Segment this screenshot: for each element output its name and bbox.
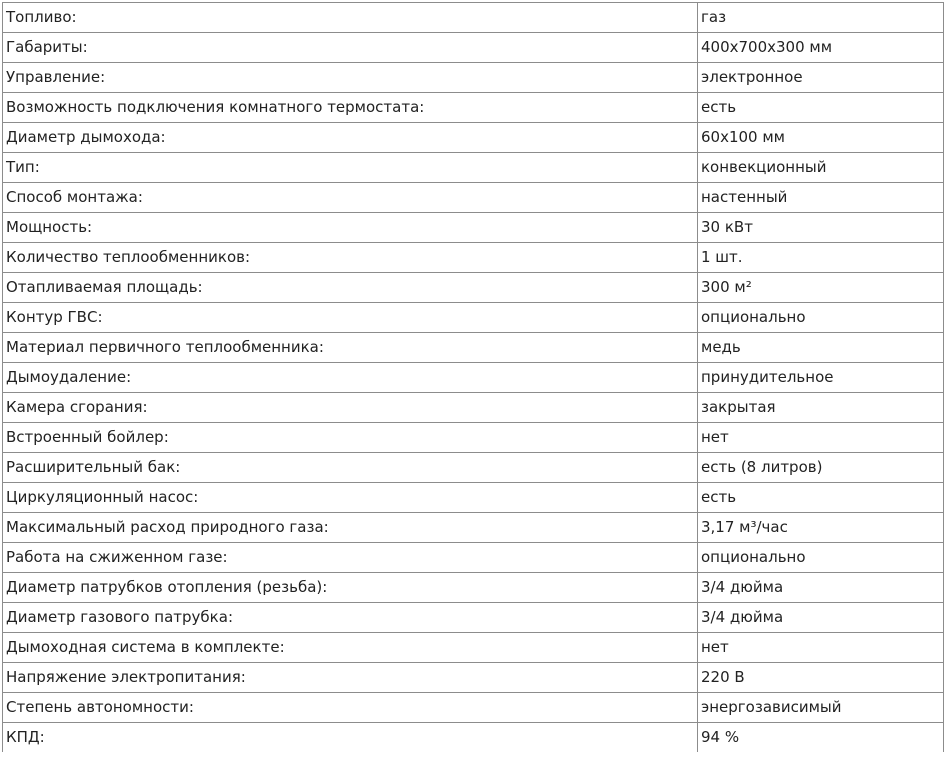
table-row — [3, 573, 944, 603]
table-row — [3, 483, 944, 513]
spec-value: 3,17 м³/час — [698, 513, 944, 543]
spec-value: нет — [698, 633, 944, 663]
table-row — [3, 93, 944, 123]
spec-label: Циркуляционный насос: — [3, 483, 698, 513]
spec-label: Возможность подключения комнатного термостата: — [3, 93, 698, 123]
spec-value: 1 шт. — [698, 243, 944, 273]
table-row — [3, 393, 944, 423]
spec-value: принудительное — [698, 363, 944, 393]
spec-value: 300 м² — [698, 273, 944, 303]
spec-value: 220 В — [698, 663, 944, 693]
spec-label: Встроенный бойлер: — [3, 423, 698, 453]
spec-value: есть — [698, 483, 944, 513]
spec-value: нет — [698, 423, 944, 453]
spec-label: Мощность: — [3, 213, 698, 243]
table-row — [3, 213, 944, 243]
spec-label: Способ монтажа: — [3, 183, 698, 213]
spec-label: Контур ГВС: — [3, 303, 698, 333]
table-row — [3, 153, 944, 183]
spec-value: 94 % — [698, 723, 944, 753]
spec-label: Управление: — [3, 63, 698, 93]
spec-label: Тип: — [3, 153, 698, 183]
spec-label: Максимальный расход природного газа: — [3, 513, 698, 543]
table-row — [3, 723, 944, 753]
table-row — [3, 633, 944, 663]
spec-label: Диаметр газового патрубка: — [3, 603, 698, 633]
spec-value: электронное — [698, 63, 944, 93]
spec-label: Количество теплообменников: — [3, 243, 698, 273]
table-row — [3, 183, 944, 213]
table-row — [3, 543, 944, 573]
table-row — [3, 603, 944, 633]
table-row — [3, 663, 944, 693]
spec-value: есть (8 литров) — [698, 453, 944, 483]
table-row — [3, 363, 944, 393]
table-row — [3, 303, 944, 333]
spec-label: Работа на сжиженном газе: — [3, 543, 698, 573]
spec-value: 3/4 дюйма — [698, 603, 944, 633]
table-row — [3, 3, 944, 33]
spec-label: Диаметр патрубков отопления (резьба): — [3, 573, 698, 603]
specs-table — [2, 2, 944, 752]
spec-label: Топливо: — [3, 3, 698, 33]
spec-value: опционально — [698, 543, 944, 573]
spec-value: закрытая — [698, 393, 944, 423]
table-row — [3, 513, 944, 543]
spec-label: Степень автономности: — [3, 693, 698, 723]
spec-value: 60x100 мм — [698, 123, 944, 153]
spec-value: конвекционный — [698, 153, 944, 183]
spec-label: Материал первичного теплообменника: — [3, 333, 698, 363]
spec-label: Дымоходная система в комплекте: — [3, 633, 698, 663]
spec-value: настенный — [698, 183, 944, 213]
table-row — [3, 273, 944, 303]
spec-value: 3/4 дюйма — [698, 573, 944, 603]
table-row — [3, 423, 944, 453]
table-row — [3, 693, 944, 723]
table-row — [3, 243, 944, 273]
spec-label: Напряжение электропитания: — [3, 663, 698, 693]
spec-label: Камера сгорания: — [3, 393, 698, 423]
spec-value: медь — [698, 333, 944, 363]
spec-label: Расширительный бак: — [3, 453, 698, 483]
spec-value: 400x700x300 мм — [698, 33, 944, 63]
table-row — [3, 453, 944, 483]
table-row — [3, 123, 944, 153]
spec-label: Габариты: — [3, 33, 698, 63]
spec-value: энергозависимый — [698, 693, 944, 723]
spec-value: опционально — [698, 303, 944, 333]
table-row — [3, 33, 944, 63]
spec-value: есть — [698, 93, 944, 123]
table-row — [3, 63, 944, 93]
spec-label: Отапливаемая площадь: — [3, 273, 698, 303]
spec-label: КПД: — [3, 723, 698, 753]
spec-value: газ — [698, 3, 944, 33]
table-row — [3, 333, 944, 363]
spec-label: Диаметр дымохода: — [3, 123, 698, 153]
spec-value: 30 кВт — [698, 213, 944, 243]
spec-label: Дымоудаление: — [3, 363, 698, 393]
